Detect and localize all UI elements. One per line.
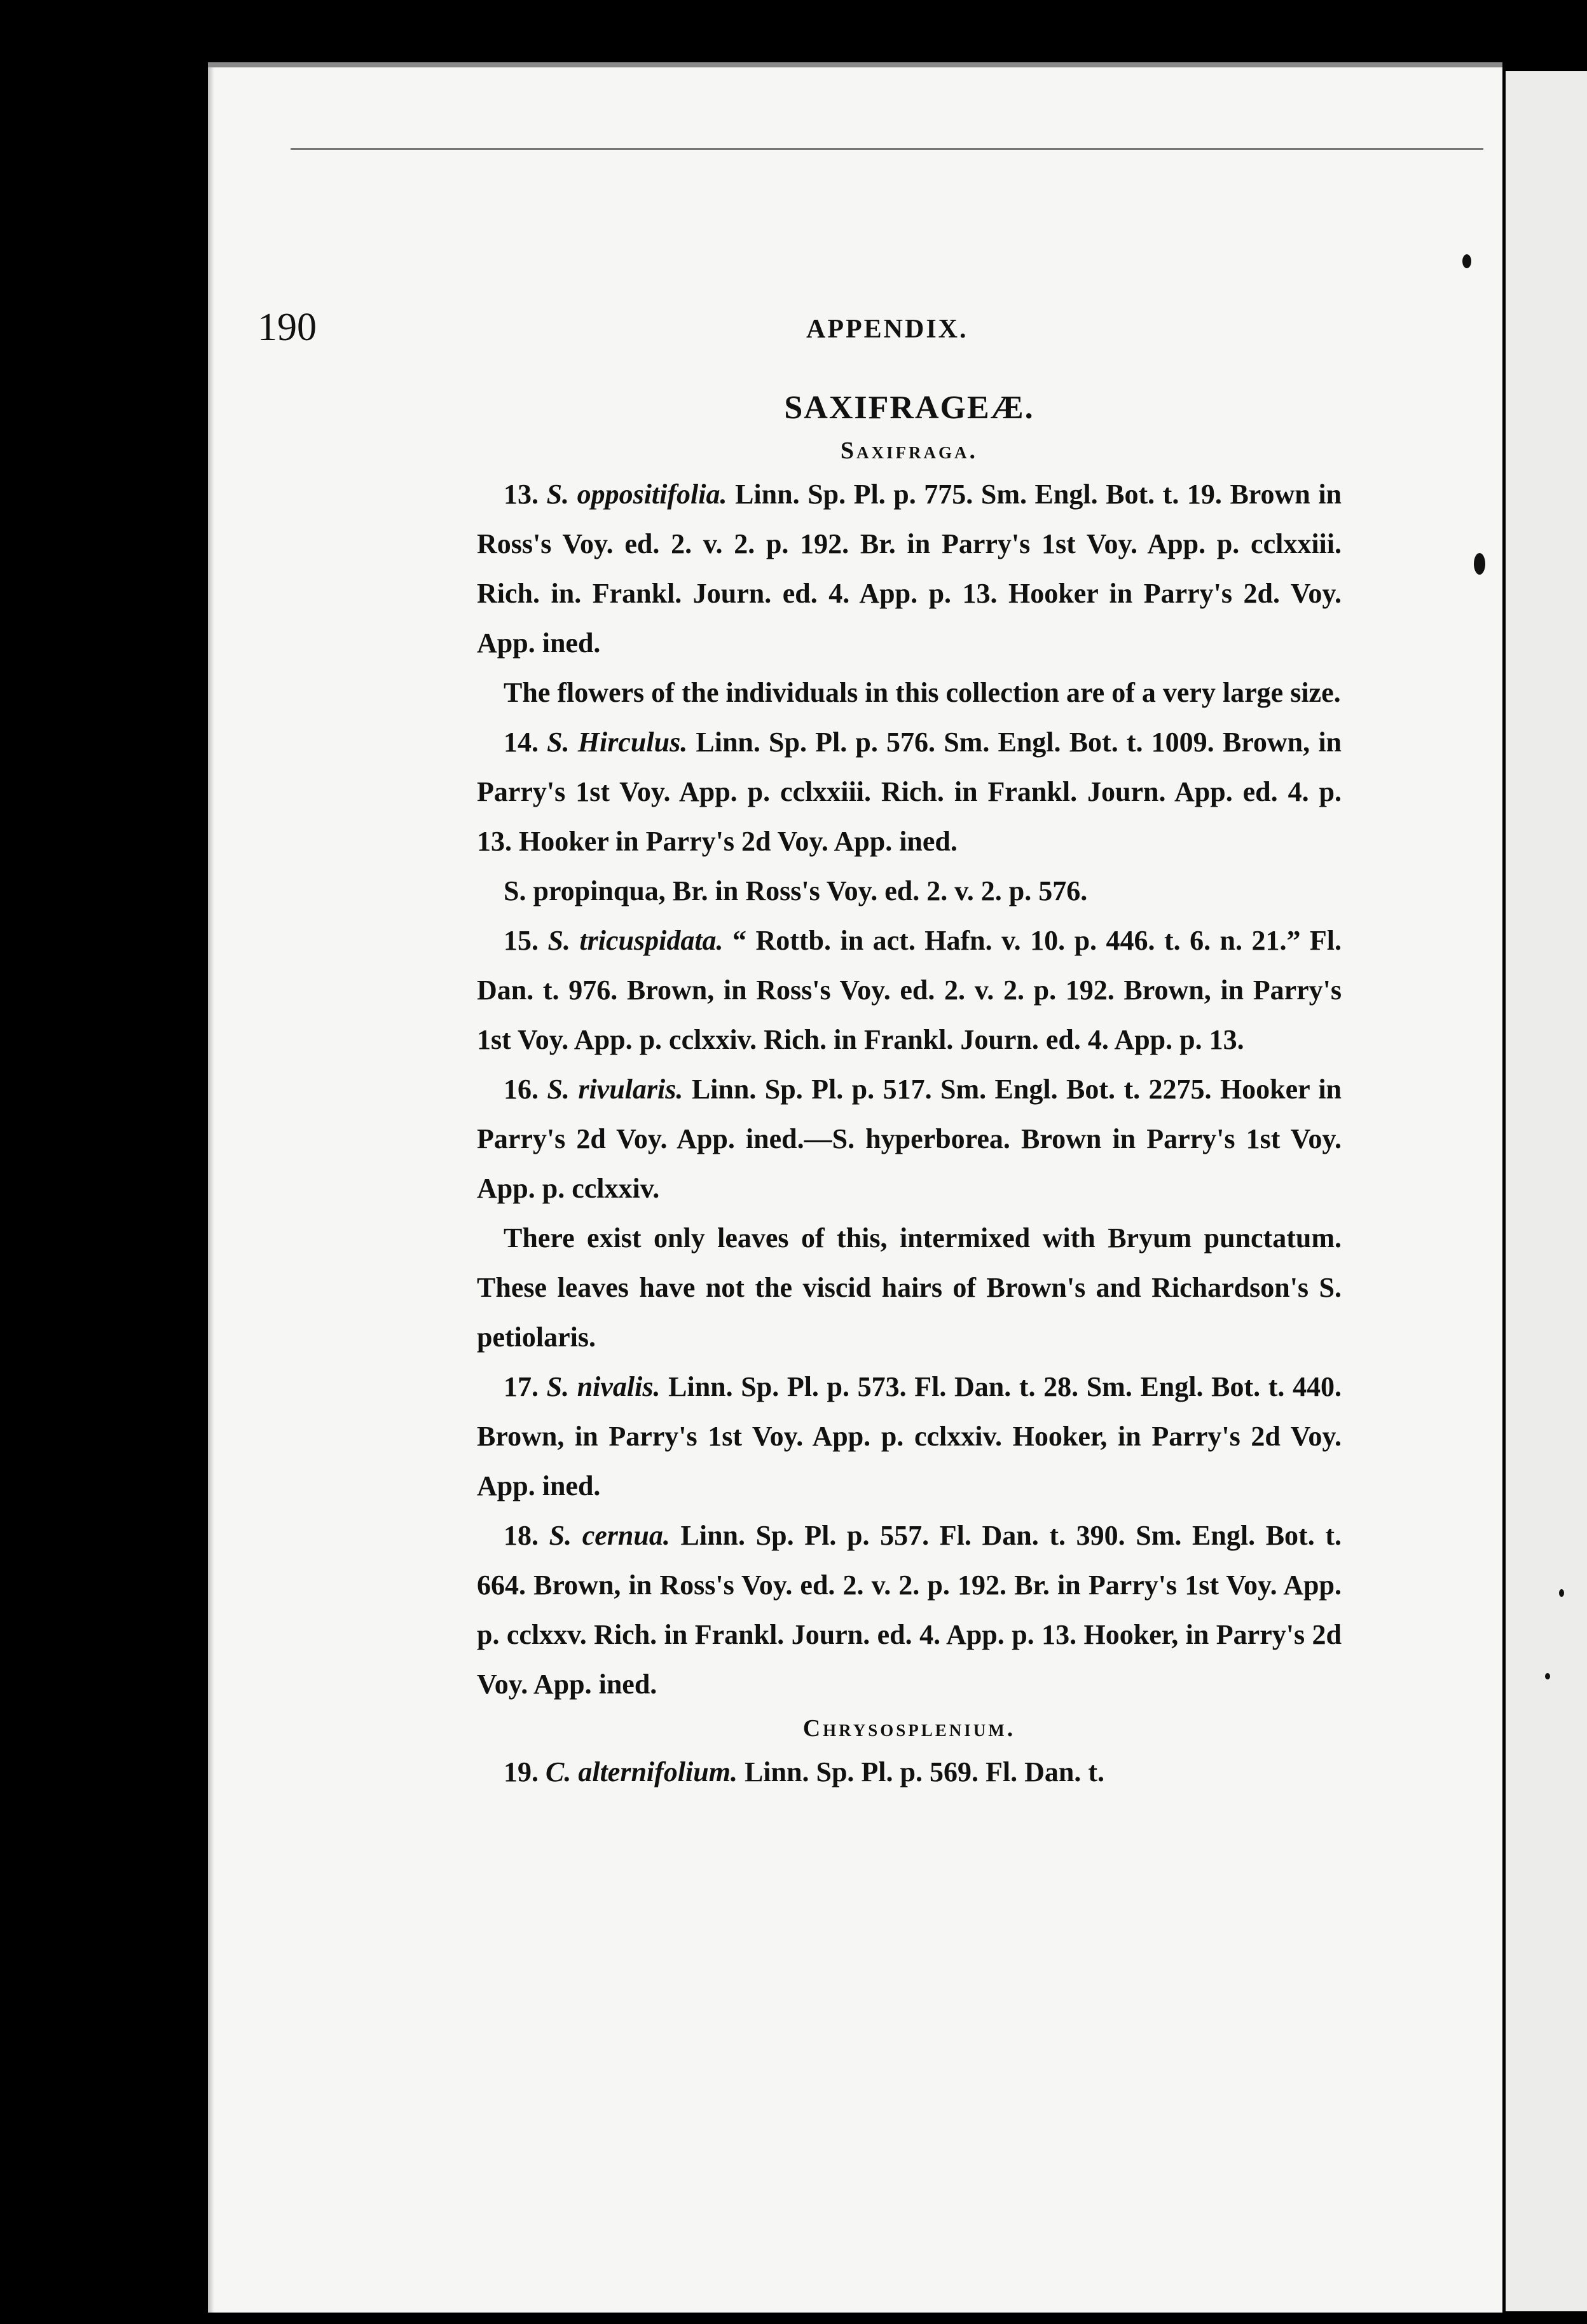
entry-16 bbox=[477, 1065, 1342, 1213]
entry-number: 17. bbox=[504, 1371, 539, 1402]
entry-15 bbox=[477, 916, 1342, 1065]
scan-speck bbox=[1545, 1673, 1550, 1679]
entry-18 bbox=[477, 1511, 1342, 1709]
species-name: C. alternifolium. bbox=[546, 1756, 738, 1787]
entry-text: Linn. Sp. Pl. p. 576. Sm. Engl. Bot. t. 1009. Brown, in Parry's 1st Voy. App. p. cclxxiii. Rich. in Frankl. Journ. App. ed. 4. p. 13. Hooker in Parry's 2d Voy. App. ined. bbox=[477, 727, 1342, 857]
genus-heading-chrysosplenium: Chrysosplenium. bbox=[802, 1715, 1016, 1742]
family-heading: SAXIFRAGEÆ. bbox=[784, 390, 1034, 426]
entry-text: Linn. Sp. Pl. p. 573. Fl. Dan. t. 28. Sm. Engl. Bot. t. 440. Brown, in Parry's 1st Voy. App. p. cclxxiv. Hooker, in Parry's 2d Voy. App. ined. bbox=[477, 1371, 1342, 1501]
page-body bbox=[477, 385, 1342, 1797]
species-name: S. rivularis. bbox=[547, 1074, 684, 1105]
entry-14 bbox=[477, 718, 1342, 866]
entry-text: Linn. Sp. Pl. p. 517. Sm. Engl. Bot. t. 2275. Hooker in Parry's 2d Voy. App. ined.—S. hyperborea. Brown in Parry's 1st Voy. App. p. cclxxiv. bbox=[477, 1074, 1342, 1204]
entry-number: 14. bbox=[504, 727, 539, 758]
page-number: 190 bbox=[258, 306, 317, 349]
entry-text: “ Rottb. in act. Hafn. v. 10. p. 446. t. 6. n. 21.” Fl. Dan. t. 976. Brown, in Ross's Voy. ed. 2. v. 2. p. 192. Brown, in Parry's 1st Voy. App. p. cclxxiv. Rich. in Frankl. Journ. ed. 4. App. p. 13. bbox=[477, 925, 1342, 1055]
adjacent-page-edge bbox=[1506, 71, 1587, 2311]
scan-speck bbox=[1559, 1589, 1564, 1597]
entry-text: Linn. Sp. Pl. p. 569. Fl. Dan. t. bbox=[744, 1756, 1104, 1787]
entry-text: Linn. Sp. Pl. p. 775. Sm. Engl. Bot. t. 19. Brown in Ross's Voy. ed. 2. v. 2. p. 192. Br. in Parry's 1st Voy. App. p. cclxxiii. Rich. in. Frankl. Journ. ed. 4. App. p. 13. Hooker in Parry's 2d. Voy. App. ined. bbox=[477, 479, 1342, 659]
entry-19 bbox=[477, 1747, 1342, 1797]
entry-number: 16. bbox=[504, 1074, 539, 1105]
scan-speck bbox=[1462, 254, 1471, 268]
entry-number: 13. bbox=[504, 479, 539, 510]
entry-text: Linn. Sp. Pl. p. 557. Fl. Dan. t. 390. Sm. Engl. Bot. t. 664. Brown, in Ross's Voy. ed. 2. v. 2. p. 192. Br. in Parry's 1st Voy. App. p. cclxxv. Rich. in Frankl. Journ. ed. 4. App. p. 13. Hooker, in Parry's 2d Voy. App. ined. bbox=[477, 1520, 1342, 1700]
scan-speck bbox=[1474, 553, 1485, 575]
species-name: S. oppositifolia. bbox=[546, 479, 727, 510]
genus-heading-saxifraga: Saxifraga. bbox=[840, 437, 979, 464]
species-name: S. Hirculus. bbox=[547, 727, 688, 758]
running-head: APPENDIX. bbox=[806, 315, 968, 344]
entry-17 bbox=[477, 1362, 1342, 1511]
note-16: There exist only leaves of this, intermixed with Bryum punctatum. These leaves have not the viscid hairs of Brown's and Richardson's S. petiolaris. bbox=[477, 1222, 1342, 1353]
entry-number: 18. bbox=[504, 1520, 539, 1551]
species-name: S. cernua. bbox=[549, 1520, 670, 1551]
species-name: S. nivalis. bbox=[546, 1371, 661, 1402]
top-rule bbox=[291, 148, 1483, 150]
synonym-14: S. propinqua, Br. in Ross's Voy. ed. 2. v. 2. p. 576. bbox=[504, 875, 1088, 906]
entry-number: 15. bbox=[504, 925, 539, 956]
note-13: The flowers of the individuals in this collection are of a very large size. bbox=[504, 677, 1341, 708]
entry-13 bbox=[477, 470, 1342, 668]
species-name: S. tricuspidata. bbox=[547, 925, 724, 956]
entry-number: 19. bbox=[504, 1756, 539, 1787]
